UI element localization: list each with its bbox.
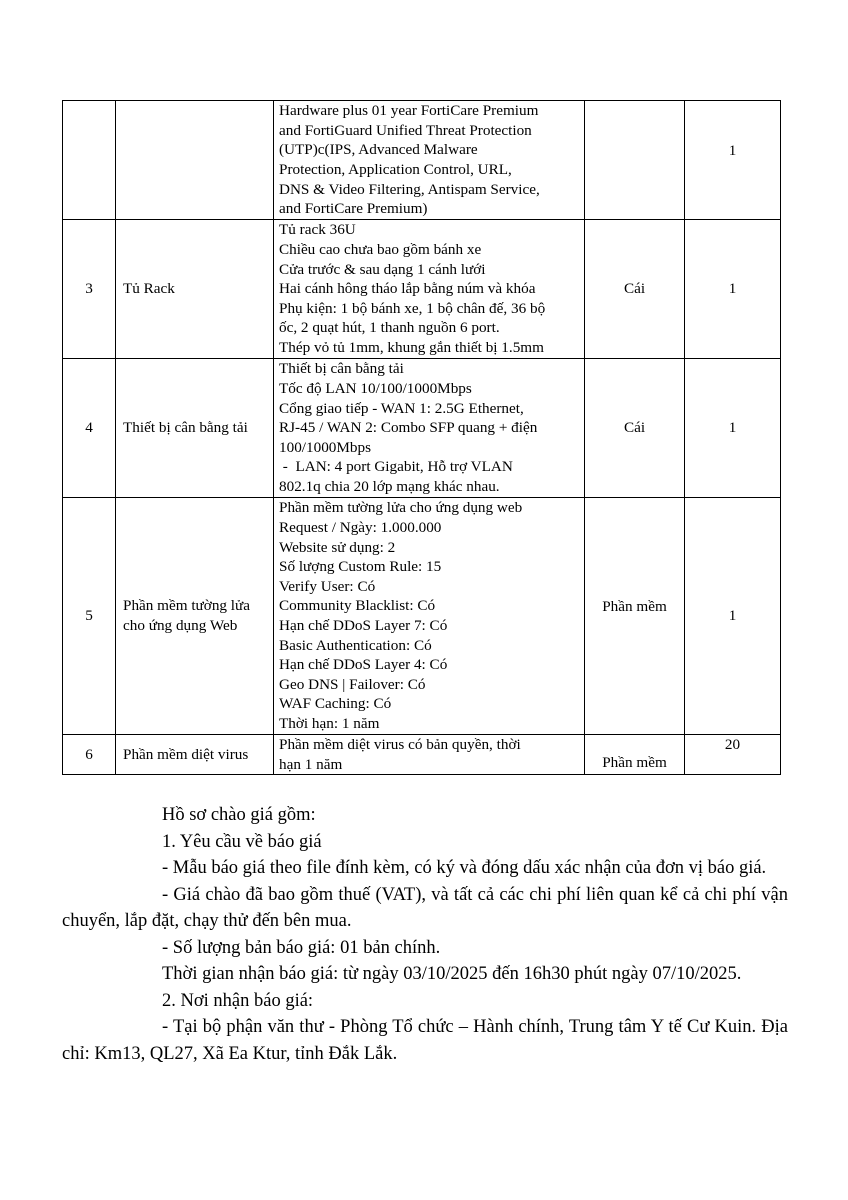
table-row bbox=[63, 101, 781, 220]
row-qty: 1 bbox=[685, 220, 781, 359]
row-unit: Cái bbox=[585, 359, 685, 498]
row-qty: 1 bbox=[685, 498, 781, 735]
table-row bbox=[63, 220, 781, 359]
desc-line: Phần mềm tường lửa cho ứng dụng web bbox=[279, 499, 523, 517]
desc-line: Website sử dụng: 2 bbox=[279, 538, 396, 556]
row-name: Phần mềm diệt virus bbox=[116, 735, 274, 775]
section-intro: Hồ sơ chào giá gồm: bbox=[162, 805, 316, 825]
row-stt: 6 bbox=[63, 735, 116, 775]
row-qty: 1 bbox=[685, 359, 781, 498]
row-desc bbox=[274, 359, 585, 498]
row-stt: 3 bbox=[63, 220, 116, 359]
requirement-item: - Mẫu báo giá theo file đính kèm, có ký và đóng dấu xác nhận của đơn vị báo giá. bbox=[162, 858, 767, 878]
row-desc bbox=[274, 735, 585, 775]
desc-line: Hai cánh hông tháo lắp bằng núm và khóa bbox=[279, 280, 536, 298]
desc-line: Cổng giao tiếp - WAN 1: 2.5G Ethernet, bbox=[279, 399, 524, 417]
row-stt bbox=[63, 101, 116, 220]
table-row bbox=[63, 359, 781, 498]
desc-line: WAF Caching: Có bbox=[279, 695, 392, 713]
desc-line: (UTP)c(IPS, Advanced Malware bbox=[279, 141, 478, 159]
desc-line: RJ-45 / WAN 2: Combo SFP quang + điện bbox=[279, 419, 538, 437]
row-desc bbox=[274, 220, 585, 359]
row-name: Thiết bị cân bằng tải bbox=[116, 359, 274, 498]
row-name: Tủ Rack bbox=[116, 220, 274, 359]
desc-line: Số lượng Custom Rule: 15 bbox=[279, 558, 442, 576]
row-name bbox=[116, 101, 274, 220]
row-name: Phần mềm tường lửa cho ứng dụng Web bbox=[116, 498, 274, 735]
row-unit bbox=[585, 101, 685, 220]
table-row bbox=[63, 498, 781, 735]
table-row bbox=[63, 735, 781, 775]
quotation-requirements bbox=[62, 802, 788, 1067]
desc-line: Phần mềm diệt virus có bản quyền, thời bbox=[279, 736, 521, 753]
desc-line: - LAN: 4 port Gigabit, Hỗ trợ VLAN bbox=[279, 458, 513, 476]
row-stt: 5 bbox=[63, 498, 116, 735]
desc-line: Thiết bị cân bằng tải bbox=[279, 360, 404, 378]
section-heading-1: 1. Yêu cầu về báo giá bbox=[162, 831, 322, 852]
desc-line: DNS & Video Filtering, Antispam Service, bbox=[279, 180, 540, 198]
desc-line: Verify User: Có bbox=[279, 577, 376, 595]
desc-line: Hạn chế DDoS Layer 4: Có bbox=[279, 656, 448, 674]
requirement-item: - Giá chào đã bao gồm thuế (VAT), và tất cả các chi phí liên quan kể cả chi phí vận chuyển, lắp đặt, chạy thử đến bên mua. bbox=[62, 884, 788, 931]
row-desc bbox=[274, 101, 585, 220]
desc-line: Thép vỏ tủ 1mm, khung gắn thiết bị 1.5mm bbox=[279, 338, 544, 356]
row-stt: 4 bbox=[63, 359, 116, 498]
row-qty: 1 bbox=[685, 101, 781, 220]
desc-line: Hardware plus 01 year FortiCare Premium bbox=[279, 102, 539, 120]
desc-line: Phụ kiện: 1 bộ bánh xe, 1 bộ chân đế, 36 bộ bbox=[279, 299, 546, 317]
desc-line: Tủ rack 36U bbox=[279, 221, 356, 239]
desc-line: ốc, 2 quạt hút, 1 thanh nguồn 6 port. bbox=[279, 319, 500, 337]
desc-line: 802.1q chia 20 lớp mạng khác nhau. bbox=[279, 477, 500, 495]
desc-line: Cửa trước & sau dạng 1 cánh lưới bbox=[279, 260, 486, 278]
submission-address: - Tại bộ phận văn thư - Phòng Tổ chức – Hành chính, Trung tâm Y tế Cư Kuin. Địa chỉ: Km13, QL27, Xã Ea Ktur, tỉnh Đắk Lắk. bbox=[62, 1017, 788, 1064]
row-unit: Phần mềm bbox=[585, 735, 685, 775]
desc-line: Request / Ngày: 1.000.000 bbox=[279, 519, 442, 537]
desc-line: Chiều cao chưa bao gồm bánh xe bbox=[279, 241, 482, 259]
desc-line: 100/1000Mbps bbox=[279, 438, 371, 456]
requirement-item: - Số lượng bản báo giá: 01 bản chính. bbox=[162, 937, 441, 958]
row-desc bbox=[274, 498, 585, 735]
desc-line: Community Blacklist: Có bbox=[279, 597, 436, 615]
desc-line: Basic Authentication: Có bbox=[279, 636, 432, 654]
desc-line: and FortiCare Premium) bbox=[279, 200, 428, 218]
equipment-spec-table bbox=[62, 100, 781, 775]
desc-line: Hạn chế DDoS Layer 7: Có bbox=[279, 617, 448, 634]
desc-line: Tốc độ LAN 10/100/1000Mbps bbox=[279, 380, 472, 398]
desc-line: Protection, Application Control, URL, bbox=[279, 161, 512, 178]
desc-line: Thời hạn: 1 năm bbox=[279, 714, 380, 732]
row-unit: Cái bbox=[585, 220, 685, 359]
desc-line: hạn 1 năm bbox=[279, 755, 343, 773]
row-unit: Phần mềm bbox=[585, 498, 685, 735]
desc-line: Geo DNS | Failover: Có bbox=[279, 675, 426, 693]
section-heading-2: 2. Nơi nhận báo giá: bbox=[162, 990, 314, 1011]
desc-line: and FortiGuard Unified Threat Protection bbox=[279, 121, 532, 139]
deadline-text: Thời gian nhận báo giá: từ ngày 03/10/2025 đến 16h30 phút ngày 07/10/2025. bbox=[162, 964, 742, 984]
row-qty: 20 bbox=[685, 735, 781, 775]
